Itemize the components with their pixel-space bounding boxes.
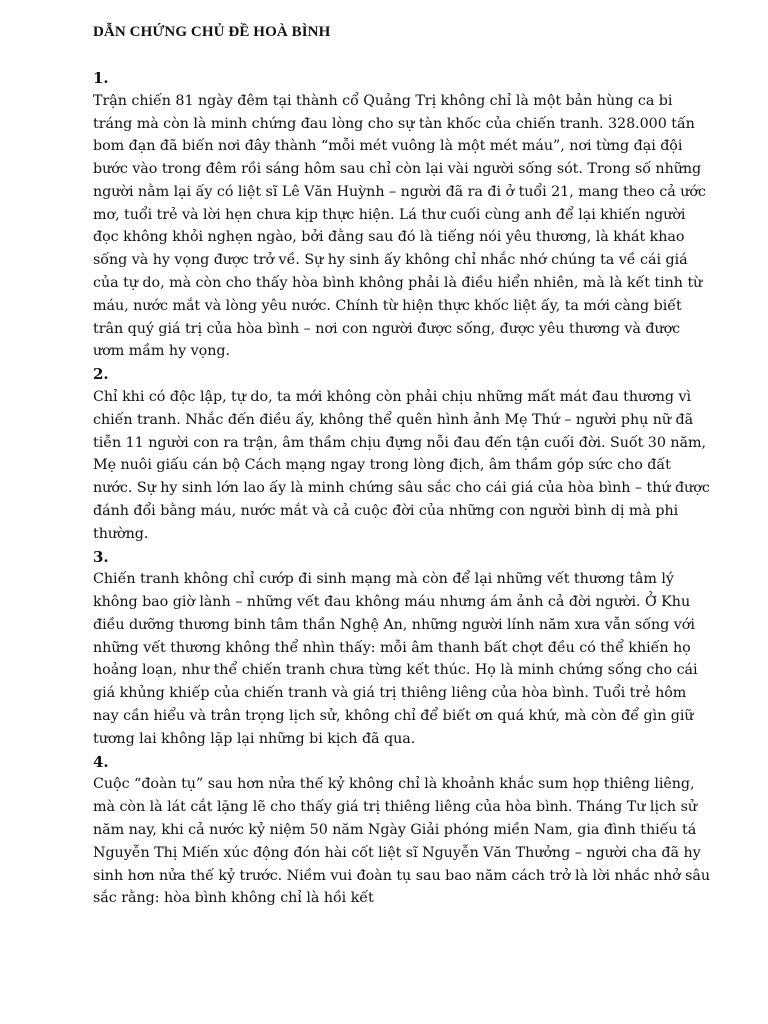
section-number: 4. [93,752,109,771]
document-page [93,22,713,910]
section-3 [93,546,713,751]
section-paragraph: Chiến tranh không chỉ cướp đi sinh mạng mà còn để lại những vết thương tâm lý không bao giờ lành – những vết đau không máu nhưng ám ảnh cả đời người. Ở Khu điều dưỡng thương binh tâm thần Nghệ An, những người lính năm xưa vẫn sống với những vết thương không thể nhìn thấy: mỗi âm thanh bất chợt đều có thể khiến họ hoảng loạn, như thể chiến tranh chưa từng kết thúc. Họ là minh chứng sống cho cái giá khủng khiếp của chiến tranh và giá trị thiêng liêng của hòa bình. Tuổi trẻ hôm nay cần hiểu và trân trọng lịch sử, không chỉ để biết ơn quá khứ, mà còn để gìn giữ tương lai không lặp lại những bi kịch đã qua. [93,571,698,747]
section-4 [93,751,713,910]
section-number: 3. [93,547,109,566]
section-paragraph: Chỉ khi có độc lập, tự do, ta mới không còn phải chịu những mất mát đau thương vì chiến tranh. Nhắc đến điều ấy, không thể quên hình ảnh Mẹ Thứ – người phụ nữ đã tiễn 11 người con ra trận, âm thầm chịu đựng nỗi đau đến tận cuối đời. Suốt 30 năm, Mẹ nuôi giấu cán bộ Cách mạng ngay trong lòng địch, âm thầm góp sức cho đất nước. Sự hy sinh lớn lao ấy là minh chứng sâu sắc cho cái giá của hòa bình – thứ được đánh đổi bằng máu, nước mắt và cả cuộc đời của những con người bình dị mà phi thường. [93,388,710,542]
section-2 [93,363,713,545]
document-title: DẪN CHỨNG CHỦ ĐỀ HOÀ BÌNH [93,24,331,40]
section-paragraph: Trận chiến 81 ngày đêm tại thành cổ Quảng Trị không chỉ là một bản hùng ca bi tráng mà còn là minh chứng đau lòng cho sự tàn khốc của chiến tranh. 328.000 tấn bom đạn đã biến nơi đây thành “mỗi mét vuông là một mét máu”, nơi từng đại đội bước vào trong đêm rồi sáng hôm sau chỉ còn lại vài người sống sót. Trong số những người nằm lại ấy có liệt sĩ Lê Văn Huỳnh – người đã ra đi ở tuổi 21, mang theo cả ước mơ, tuổi trẻ và lời hẹn chưa kịp thực hiện. Lá thư cuối cùng anh để lại khiến người đọc không khỏi nghẹn ngào, bởi đằng sau đó là tiếng nói yêu thương, là khát khao sống và hy vọng được trở về. Sự hy sinh ấy không chỉ nhắc nhớ chúng ta về cái giá của tự do, mà còn cho thấy hòa bình không phải là điều hiển nhiên, mà là kết tinh từ máu, nước mắt và lòng yêu nước. Chính từ hiện thực khốc liệt ấy, ta mới càng biết trân quý giá trị của hòa bình – nơi con người được sống, được yêu thương và được ươm mầm hy vọng. [93,92,706,360]
section-1 [93,67,713,363]
section-number: 2. [93,365,109,384]
section-number: 1. [93,69,109,87]
section-paragraph: Cuộc “đoàn tụ” sau hơn nửa thế kỷ không chỉ là khoảnh khắc sum họp thiêng liêng, mà còn là lát cắt lặng lẽ cho thấy giá trị thiêng liêng của hòa bình. Tháng Tư lịch sử năm nay, khi cả nước kỷ niệm 50 năm Ngày Giải phóng miền Nam, gia đình thiếu tá Nguyễn Thị Miến xúc động đón hài cốt liệt sĩ Nguyễn Văn Thưởng – người cha đã hy sinh hơn nửa thế kỷ trước. Niềm vui đoàn tụ sau bao năm cách trở là lời nhắc nhở sâu sắc rằng: hòa bình không chỉ là hồi kết [93,776,711,907]
